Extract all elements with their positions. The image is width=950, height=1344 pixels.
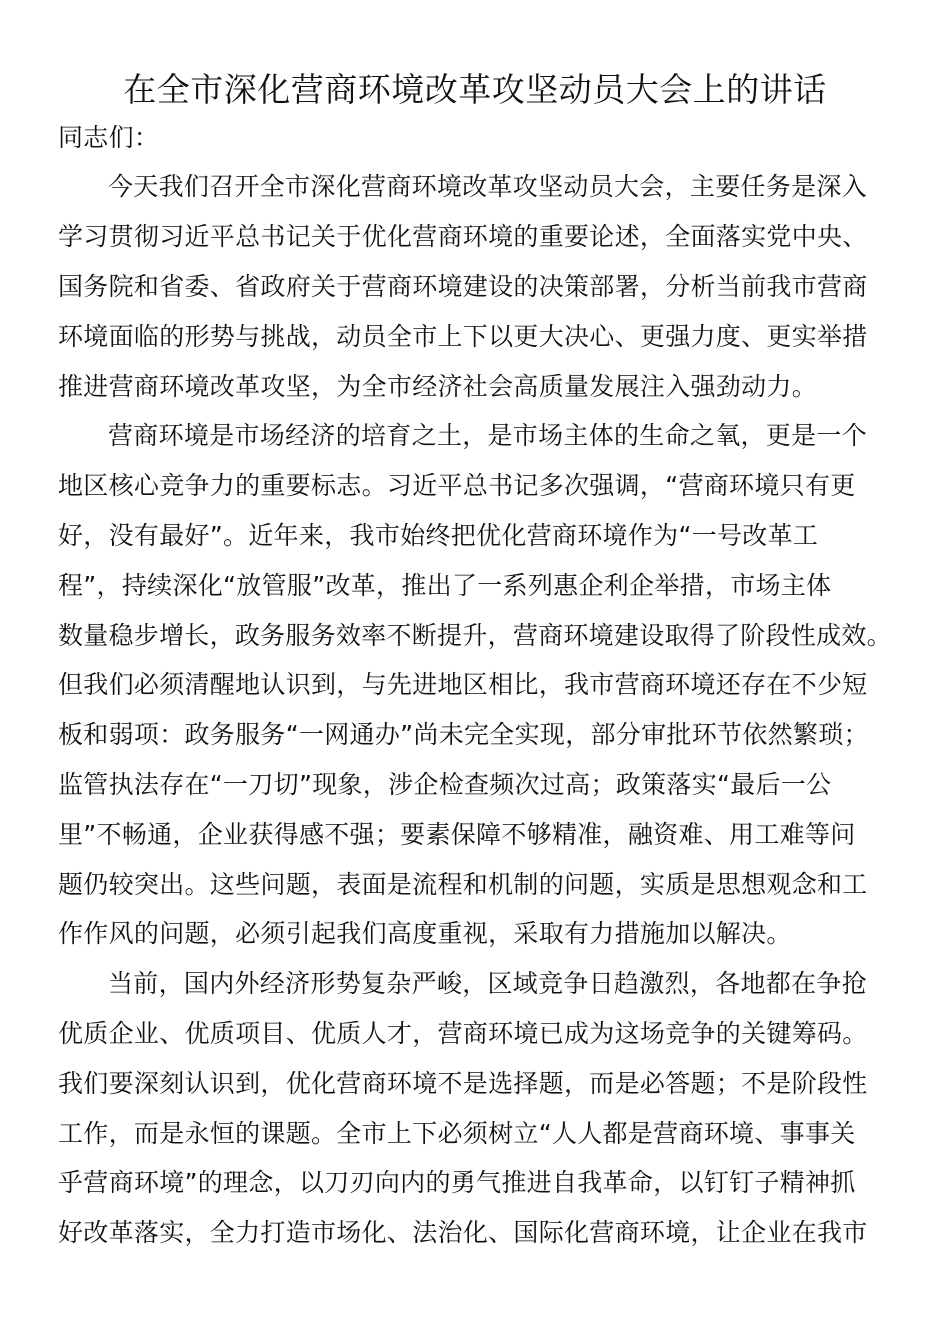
paragraph-2-line-3: 好，没有最好”。近年来，我市始终把优化营商环境作为“一号改革工 <box>58 521 819 550</box>
document-title: 在全市深化营商环境改革攻坚动员大会上的讲话 <box>123 70 827 109</box>
paragraph-2-line-9: 里”不畅通，企业获得感不强；要素保障不够精准，融资难、用工难等问 <box>58 820 856 849</box>
paragraph-3-line-1: 当前，国内外经济形势复杂严峻，区域竞争日趋激烈，各地都在争抢 <box>108 969 868 998</box>
paragraph-2-line-4: 程”，持续深化“放管服”改革，推出了一系列惠企利企举措，市场主体 <box>58 571 832 600</box>
paragraph-2-line-7: 板和弱项：政务服务“一网通办”尚未完全实现，部分审批环节依然繁琐； <box>58 720 869 749</box>
paragraph-1-line-2: 学习贯彻习近平总书记关于优化营商环境的重要论述，全面落实党中央、 <box>58 222 868 251</box>
paragraph-1-line-5: 推进营商环境改革攻坚，为全市经济社会高质量发展注入强劲动力。 <box>58 372 818 401</box>
paragraph-1-line-3: 国务院和省委、省政府关于营商环境建设的决策部署，分析当前我市营商 <box>58 272 868 301</box>
paragraph-2-line-1: 营商环境是市场经济的培育之土，是市场主体的生命之氧，更是一个 <box>108 421 868 450</box>
paragraph-2-line-8: 监管执法存在“一刀切”现象，涉企检查频次过高；政策落实“最后一公 <box>58 770 832 799</box>
paragraph-3-line-5: 乎营商环境”的理念，以刀刃向内的勇气推进自我革命，以钉钉子精神抓 <box>58 1168 856 1197</box>
salutation: 同志们： <box>58 123 160 152</box>
paragraph-2-line-6: 但我们必须清醒地认识到，与先进地区相比，我市营商环境还存在不少短 <box>58 670 868 699</box>
paragraph-1-line-1: 今天我们召开全市深化营商环境改革攻坚动员大会，主要任务是深入 <box>108 172 868 201</box>
paragraph-2-line-5: 数量稳步增长，政务服务效率不断提升，营商环境建设取得了阶段性成效。 <box>58 621 892 650</box>
paragraph-2-line-11: 作作风的问题，必须引起我们高度重视，采取有力措施加以解决。 <box>58 919 792 948</box>
paragraph-2-line-10: 题仍较突出。这些问题，表面是流程和机制的问题，实质是思想观念和工 <box>58 870 868 899</box>
paragraph-3-line-3: 我们要深刻认识到，优化营商环境不是选择题，而是必答题；不是阶段性 <box>58 1069 868 1098</box>
paragraph-3-line-4: 工作，而是永恒的课题。全市上下必须树立“人人都是营商环境、事事关 <box>58 1119 856 1148</box>
paragraph-1-line-4: 环境面临的形势与挑战，动员全市上下以更大决心、更强力度、更实举措 <box>58 322 868 351</box>
paragraph-3-line-2: 优质企业、优质项目、优质人才，营商环境已成为这场竞争的关键筹码。 <box>58 1019 868 1048</box>
paragraph-3-line-6: 好改革落实，全力打造市场化、法治化、国际化营商环境，让企业在我市 <box>58 1218 868 1247</box>
paragraph-2-line-2: 地区核心竞争力的重要标志。习近平总书记多次强调，“营商环境只有更 <box>58 471 856 500</box>
